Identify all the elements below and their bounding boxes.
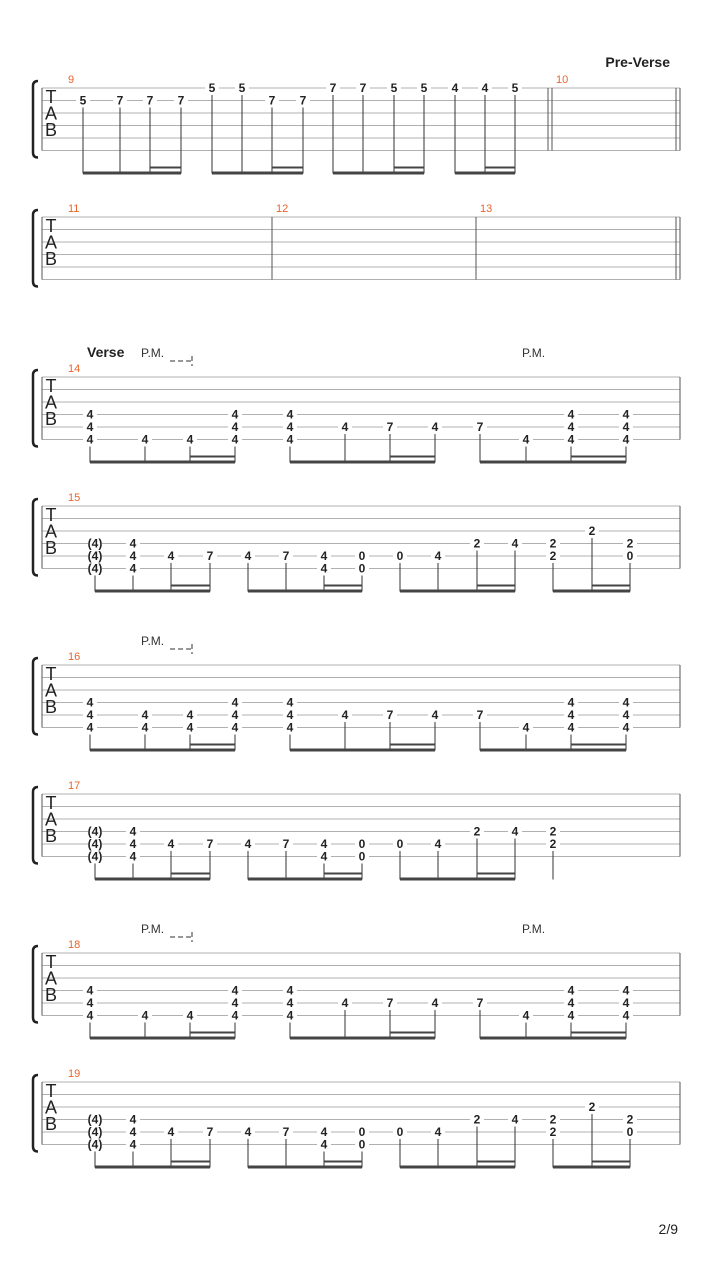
system-bracket: [33, 1075, 38, 1152]
note-beam: [95, 1166, 210, 1169]
tab-clef-letter: T: [45, 664, 57, 684]
note-beam-secondary: [390, 1032, 435, 1034]
fret-number: 4: [320, 837, 328, 851]
fret-number: 4: [320, 1137, 328, 1152]
measure-number: 19: [68, 1068, 81, 1080]
fret-number: 7: [146, 93, 154, 108]
tab-clef-letter: A: [44, 103, 58, 124]
tab-clef-letter: T: [45, 87, 57, 107]
note-beam: [95, 878, 210, 881]
fret-number: 4: [622, 432, 630, 447]
system-bracket: [33, 658, 38, 735]
note-beam: [480, 461, 626, 464]
fret-number: 4: [129, 561, 137, 576]
note-beam-secondary: [190, 1032, 235, 1034]
fret-number: 4: [567, 996, 575, 1010]
fret-number: 5: [511, 81, 519, 95]
measure-number: 10: [556, 74, 569, 86]
fret-number: 7: [206, 837, 214, 851]
tab-clef-letter: A: [44, 809, 58, 830]
measure-number: 17: [68, 780, 81, 792]
measure-number: 14: [68, 363, 81, 375]
fret-number: 4: [86, 708, 94, 722]
fret-number: 4: [286, 432, 294, 447]
note-beam-secondary: [324, 873, 362, 875]
fret-number: 2: [549, 549, 557, 563]
fret-number: 4: [341, 420, 349, 434]
tab-clef-letter: A: [44, 680, 58, 701]
tab-clef-letter: B: [44, 985, 58, 1005]
fret-number: 4: [522, 1008, 530, 1023]
fret-number: 7: [386, 708, 394, 722]
note-beam: [95, 590, 210, 593]
fret-number: 4: [622, 420, 630, 434]
fret-number: 4: [522, 432, 530, 447]
tab-clef-letter: T: [45, 216, 57, 236]
fret-number: 5: [238, 81, 246, 95]
note-beam: [290, 1037, 435, 1040]
tab-clef-letter: T: [45, 1081, 57, 1101]
fret-number: 4: [286, 420, 294, 434]
note-beam: [400, 590, 515, 593]
note-beam: [480, 749, 626, 752]
fret-number: 7: [206, 1125, 214, 1139]
fret-number: 4: [244, 1125, 252, 1139]
fret-number: 4: [286, 1008, 294, 1023]
note-beam: [90, 1037, 235, 1040]
fret-number: 0: [626, 549, 634, 563]
fret-number: 4: [141, 720, 149, 735]
fret-number: (4): [87, 1112, 103, 1127]
fret-number: 4: [511, 536, 519, 551]
fret-number: (4): [87, 561, 103, 576]
measure-number: 18: [68, 939, 81, 951]
fret-number: 5: [390, 81, 398, 95]
fret-number: 4: [622, 996, 630, 1010]
fret-number: 5: [208, 81, 216, 95]
note-beam: [455, 172, 515, 175]
fret-number: 4: [129, 837, 137, 851]
fret-number: 7: [282, 1125, 290, 1139]
fret-number: 4: [286, 695, 294, 710]
fret-number: 2: [473, 1112, 481, 1127]
note-beam-secondary: [324, 585, 362, 587]
fret-number: 4: [231, 996, 239, 1010]
tab-clef-letter: T: [45, 952, 57, 972]
note-beam-secondary: [477, 1161, 515, 1163]
fret-number: 4: [434, 549, 442, 563]
fret-number: 2: [473, 536, 481, 551]
tab-clef-letter: A: [44, 232, 58, 253]
fret-number: 7: [476, 996, 484, 1010]
fret-number: 4: [451, 81, 459, 95]
note-beam: [553, 590, 630, 593]
tab-system: [33, 203, 680, 287]
tab-system: [33, 344, 680, 464]
fret-number: (4): [87, 1137, 103, 1152]
fret-number: 4: [186, 708, 194, 722]
fret-number: 4: [567, 1008, 575, 1023]
fret-number: 4: [320, 549, 328, 563]
fret-number: 4: [129, 536, 137, 551]
note-beam-secondary: [571, 456, 626, 458]
fret-number: 0: [396, 549, 404, 563]
tab-system: [33, 780, 680, 881]
fret-number: 4: [141, 1008, 149, 1023]
fret-number: 7: [329, 81, 337, 95]
fret-number: 4: [86, 720, 94, 735]
palm-mute-extent: [170, 356, 192, 366]
system-bracket: [33, 370, 38, 447]
fret-number: 0: [396, 837, 404, 851]
tab-clef-letter: B: [44, 538, 58, 558]
fret-number: 2: [588, 524, 596, 538]
page-number: 2/9: [658, 1221, 678, 1237]
tab-clef-letter: T: [45, 793, 57, 813]
fret-number: 7: [476, 420, 484, 434]
system-bracket: [33, 499, 38, 576]
fret-number: 4: [622, 983, 630, 998]
note-beam-secondary: [571, 1032, 626, 1034]
fret-number: 5: [79, 93, 87, 108]
note-beam-secondary: [150, 167, 181, 169]
note-beam-secondary: [190, 456, 235, 458]
tab-system: [33, 1068, 680, 1169]
tab-clef-letter: T: [45, 505, 57, 525]
fret-number: (4): [87, 1125, 103, 1139]
fret-number: 4: [86, 983, 94, 998]
fret-number: (4): [87, 549, 103, 563]
fret-number: 0: [358, 1137, 366, 1152]
note-beam-secondary: [171, 585, 210, 587]
note-beam: [83, 172, 181, 175]
fret-number: (4): [87, 824, 103, 839]
fret-number: 4: [129, 1125, 137, 1139]
palm-mute-label: P.M.: [141, 634, 165, 648]
fret-number: 4: [567, 695, 575, 710]
note-beam: [290, 749, 435, 752]
note-beam-secondary: [390, 744, 435, 746]
fret-number: 4: [434, 837, 442, 851]
fret-number: 4: [86, 432, 94, 447]
fret-number: 4: [567, 432, 575, 447]
fret-number: 4: [186, 1008, 194, 1023]
fret-number: 0: [358, 837, 366, 851]
fret-number: 4: [231, 432, 239, 447]
fret-number: 4: [186, 432, 194, 447]
fret-number: 4: [431, 420, 439, 434]
fret-number: 2: [626, 1112, 634, 1127]
fret-number: 4: [431, 996, 439, 1010]
fret-number: 4: [286, 983, 294, 998]
note-beam: [400, 878, 515, 881]
note-beam: [248, 878, 362, 881]
fret-number: 4: [567, 983, 575, 998]
fret-number: 4: [286, 407, 294, 422]
fret-number: (4): [87, 849, 103, 864]
note-beam: [553, 1166, 630, 1169]
fret-number: 4: [141, 432, 149, 447]
measure-number: 12: [276, 203, 289, 215]
note-beam: [90, 749, 235, 752]
fret-number: 4: [129, 549, 137, 563]
fret-number: 4: [622, 708, 630, 722]
tab-clef-letter: B: [44, 249, 58, 269]
note-beam-secondary: [477, 585, 515, 587]
measure-number: 9: [68, 74, 75, 86]
fret-number: 4: [186, 720, 194, 735]
note-beam-secondary: [324, 1161, 362, 1163]
tab-clef-letter: A: [44, 968, 58, 989]
fret-number: 4: [167, 549, 175, 563]
tab-clef-letter: B: [44, 697, 58, 717]
system-bracket: [33, 210, 38, 287]
fret-number: 2: [549, 1112, 557, 1127]
fret-number: 2: [549, 824, 557, 839]
fret-number: 7: [282, 549, 290, 563]
note-beam-secondary: [171, 1161, 210, 1163]
palm-mute-label: P.M.: [141, 346, 165, 360]
fret-number: 4: [231, 983, 239, 998]
fret-number: 4: [231, 708, 239, 722]
fret-number: 4: [567, 708, 575, 722]
fret-number: 4: [511, 1112, 519, 1127]
fret-number: 4: [86, 420, 94, 434]
tab-clef-letter: B: [44, 826, 58, 846]
note-beam: [333, 172, 424, 175]
fret-number: 4: [141, 708, 149, 722]
palm-mute-label: P.M.: [522, 346, 546, 360]
fret-number: 4: [231, 420, 239, 434]
fret-number: 4: [231, 720, 239, 735]
fret-number: 0: [358, 849, 366, 864]
fret-number: 4: [231, 695, 239, 710]
fret-number: 7: [282, 837, 290, 851]
fret-number: 0: [358, 549, 366, 563]
note-beam: [248, 1166, 362, 1169]
fret-number: 4: [286, 720, 294, 735]
fret-number: 4: [622, 1008, 630, 1023]
fret-number: 4: [522, 720, 530, 735]
note-beam-secondary: [190, 744, 235, 746]
fret-number: 4: [622, 407, 630, 422]
fret-number: 4: [320, 849, 328, 864]
fret-number: 4: [481, 81, 489, 95]
fret-number: 4: [86, 996, 94, 1010]
fret-number: 4: [86, 407, 94, 422]
tab-system: [33, 492, 680, 593]
fret-number: 4: [286, 708, 294, 722]
note-beam: [90, 461, 235, 464]
note-beam-secondary: [571, 744, 626, 746]
tab-system: [33, 54, 680, 175]
tab-system: [33, 634, 680, 752]
fret-number: 7: [177, 93, 185, 108]
fret-number: 4: [231, 1008, 239, 1023]
palm-mute-label: P.M.: [141, 922, 165, 936]
fret-number: 2: [549, 837, 557, 851]
fret-number: 7: [116, 93, 124, 108]
tab-system: [33, 922, 680, 1040]
note-beam-secondary: [394, 167, 424, 169]
measure-number: 13: [480, 203, 493, 215]
fret-number: (4): [87, 837, 103, 851]
tab-clef-letter: A: [44, 392, 58, 413]
fret-number: 4: [341, 708, 349, 722]
fret-number: 4: [129, 1112, 137, 1127]
note-beam-secondary: [477, 873, 515, 875]
section-label: Pre-Verse: [605, 54, 670, 70]
fret-number: 0: [358, 1125, 366, 1139]
note-beam-secondary: [592, 585, 630, 587]
note-beam-secondary: [485, 167, 515, 169]
fret-number: 7: [268, 93, 276, 108]
note-beam: [212, 172, 303, 175]
fret-number: 4: [567, 420, 575, 434]
fret-number: 2: [549, 536, 557, 551]
fret-number: 4: [86, 1008, 94, 1023]
note-beam: [400, 1166, 515, 1169]
fret-number: 7: [386, 420, 394, 434]
fret-number: 4: [244, 549, 252, 563]
fret-number: 0: [626, 1125, 634, 1139]
fret-number: 4: [286, 996, 294, 1010]
fret-number: 4: [244, 837, 252, 851]
measure-number: 15: [68, 492, 81, 504]
fret-number: 7: [359, 81, 367, 95]
fret-number: 4: [320, 1125, 328, 1139]
fret-number: 0: [358, 561, 366, 576]
fret-number: 4: [231, 407, 239, 422]
fret-number: 7: [386, 996, 394, 1010]
tab-clef-letter: A: [44, 521, 58, 542]
fret-number: 4: [320, 561, 328, 576]
fret-number: 4: [167, 1125, 175, 1139]
note-beam: [480, 1037, 626, 1040]
fret-number: 4: [567, 407, 575, 422]
fret-number: 4: [622, 695, 630, 710]
fret-number: 2: [549, 1125, 557, 1139]
palm-mute-extent: [170, 932, 192, 942]
palm-mute-label: P.M.: [522, 922, 546, 936]
tab-clef-letter: A: [44, 1097, 58, 1118]
fret-number: 4: [86, 695, 94, 710]
tab-clef-letter: B: [44, 1114, 58, 1134]
measure-number: 16: [68, 651, 81, 663]
tab-clef-letter: T: [45, 376, 57, 396]
fret-number: 4: [567, 720, 575, 735]
fret-number: 4: [434, 1125, 442, 1139]
fret-number: 7: [206, 549, 214, 563]
fret-number: 4: [129, 849, 137, 864]
fret-number: 2: [626, 536, 634, 551]
system-bracket: [33, 946, 38, 1023]
note-beam: [248, 590, 362, 593]
fret-number: (4): [87, 536, 103, 551]
fret-number: 7: [299, 93, 307, 108]
fret-number: 4: [511, 824, 519, 839]
fret-number: 4: [341, 996, 349, 1010]
fret-number: 4: [622, 720, 630, 735]
note-beam-secondary: [272, 167, 303, 169]
note-beam-secondary: [390, 456, 435, 458]
fret-number: 7: [476, 708, 484, 722]
fret-number: 4: [431, 708, 439, 722]
fret-number: 4: [129, 1137, 137, 1152]
tab-clef-letter: B: [44, 120, 58, 140]
palm-mute-extent: [170, 644, 192, 654]
system-bracket: [33, 81, 38, 158]
fret-number: 2: [473, 824, 481, 839]
fret-number: 4: [129, 824, 137, 839]
system-bracket: [33, 787, 38, 864]
note-beam: [290, 461, 435, 464]
note-beam-secondary: [171, 873, 210, 875]
fret-number: 5: [420, 81, 428, 95]
section-label: Verse: [87, 344, 125, 360]
fret-number: 4: [167, 837, 175, 851]
fret-number: 2: [588, 1100, 596, 1114]
note-beam-secondary: [592, 1161, 630, 1163]
fret-number: 0: [396, 1125, 404, 1139]
tab-clef-letter: B: [44, 409, 58, 429]
measure-number: 11: [68, 203, 80, 215]
